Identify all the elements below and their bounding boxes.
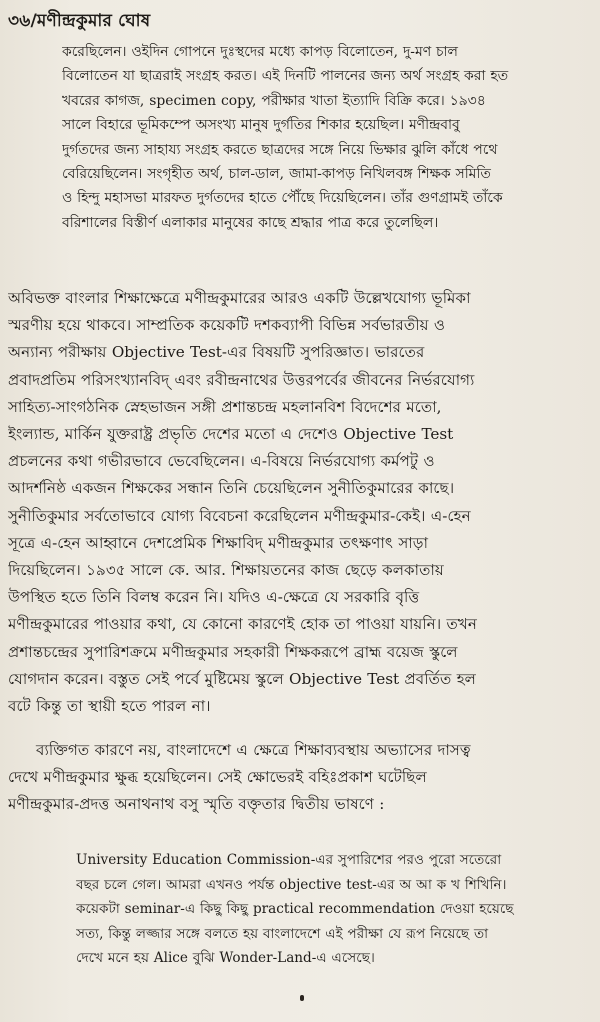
paragraph-3: [8, 737, 594, 819]
quote-line: বছর চলে গেল। আমরা এখনও পর্যন্ত objective test-এর অ আ ক খ শিখিনি।: [76, 876, 507, 893]
ink-mark: [300, 995, 304, 1001]
paragraph-line: বরিশালের বিস্তীর্ণ এলাকার মানুষের কাছে শ্রদ্ধার পাত্র করে তুলেছিল।: [62, 214, 439, 231]
paragraph-line: বটে কিন্তু তা স্থায়ী হতে পারল না।: [8, 697, 211, 716]
quote-line: দেখে মনে হয় Alice বুঝি Wonder-Land-এ এসেছে।: [76, 950, 375, 967]
paragraph-2: [8, 285, 594, 720]
quote-line: সত্য, কিন্তু লজ্জার সঙ্গে বলতে হয় বাংলাদেশে এই পরীক্ষা যে রূপ নিয়েছে তা: [76, 925, 489, 942]
paragraph-line: প্রচলনের কথা গভীরভাবে ভেবেছিলেন। এ-বিষয়ে নির্ভরযোগ্য কর্মপটু ও: [8, 452, 435, 471]
paragraph-line: ব্যক্তিগত কারণে নয়, বাংলাদেশে এ ক্ষেত্রে শিক্ষাব্যবস্থায় অভ্যাসের দাসত্ব: [36, 741, 471, 759]
paragraph-line: যোগদান করেন। বস্তুত সেই পর্বে মুষ্টিমেয় স্কুলে Objective Test প্রবর্তিত হল: [8, 669, 476, 688]
quote-line: কয়েকটা seminar-এ কিছু কিছু practical recommendation দেওয়া হয়েছে: [76, 901, 514, 918]
paragraph-line: সাহিত্য-সাংগঠনিক স্নেহভাজন সঙ্গী প্রশান্তচন্দ্র মহলানবিশ বিদেশের মতো,: [8, 397, 442, 416]
paragraph-line: প্রবাদপ্রতিম পরিসংখ্যানবিদ্ এবং রবীন্দ্রনাথের উত্তরপর্বের জীবনের নির্ভরযোগ্য: [8, 370, 475, 389]
paragraph-line: উপস্থিত হতে তিনি বিলম্ব করেন নি। যদিও এ-ক্ষেত্রে যে সরকারি বৃত্তি: [8, 588, 420, 607]
paragraph-line: আদর্শনিষ্ঠ একজন শিক্ষকের সন্ধান তিনি চেয়েছিলেন সুনীতিকুমারের কাছে।: [8, 479, 455, 498]
paragraph-line: ও হিন্দু মহাসভা মারফত দুর্গতদের হাতে পৌঁছে দিয়েছিলেন। তাঁর গুণগ্রামই তাঁকে: [62, 190, 503, 207]
paragraph-line: বেরিয়েছিলেন। সংগৃহীত অর্থ, চাল-ডাল, জামা-কাপড় নিখিলবঙ্গ শিক্ষক সমিতি: [62, 166, 491, 183]
paragraph-1: [62, 40, 588, 235]
paragraph-line: প্রশান্তচন্দ্রের সুপারিশক্রমে মণীন্দ্রকুমার সহকারী শিক্ষকরূপে ব্রাহ্ম বয়েজ স্কুলে: [8, 642, 458, 661]
paragraph-line: দুর্গতদের জন্য সাহায্য সংগ্রহ করতে ছাত্রদের সঙ্গে নিয়ে ভিক্ষার ঝুলি কাঁধে পথে: [62, 141, 498, 158]
paragraph-line: বিলোতেন যা ছাত্ররাই সংগ্রহ করত। এই দিনটি পালনের জন্য অর্থ সংগ্রহ করা হত: [62, 68, 509, 85]
paragraph-line: করেছিলেন। ওইদিন গোপনে দুঃস্থদের মধ্যে কাপড় বিলোতেন, দু-মণ চাল: [62, 44, 458, 60]
quote-line: University Education Commission-এর সুপারিশের পরও পুরো সতেরো: [76, 852, 502, 868]
paragraph-line: সালে বিহারে ভূমিকম্পে অসংখ্য মানুষ দুর্গতির শিকার হয়েছিল। মণীন্দ্রবাবু: [62, 117, 460, 134]
paragraph-line: সূত্রে এ-হেন আহ্বানে দেশপ্রেমিক শিক্ষাবিদ্ মণীন্দ্রকুমার তৎক্ষণাৎ সাড়া: [8, 533, 428, 552]
paragraph-line: মণীন্দ্রকুমারের পাওয়ার কথা, যে কোনো কারণেই হোক তা পাওয়া যায়নি। তখন: [8, 615, 477, 634]
paragraph-line: স্মরণীয় হয়ে থাকবে। সাম্প্রতিক কয়েকটি দশকব্যাপী বিভিন্ন সর্বভারতীয় ও: [8, 316, 446, 335]
paragraph-line: দিয়েছিলেন। ১৯৩৫ সালে কে. আর. শিক্ষায়তনের কাজ ছেড়ে কলকাতায়: [8, 561, 444, 580]
page-header: ৩৬/মণীন্দ্রকুমার ঘোষ: [8, 11, 151, 31]
paragraph-line: অন্যান্য পরীক্ষায় Objective Test-এর বিষয়টি সুপরিজ্ঞাত। ভারতের: [8, 343, 425, 362]
paragraph-line: খবরের কাগজ, specimen copy, পরীক্ষার খাতা ইত্যাদি বিক্রি করে। ১৯৩৪: [62, 92, 486, 109]
paragraph-line: ইংল্যান্ড, মার্কিন যুক্তরাষ্ট্র প্রভৃতি দেশের মতো এ দেশেও Objective Test: [8, 425, 454, 444]
paragraph-line: মণীন্দ্রকুমার-প্রদত্ত অনাথনাথ বসু স্মৃতি বক্তৃতার দ্বিতীয় ভাষণে :: [8, 795, 385, 814]
paragraph-line: দেখে মণীন্দ্রকুমার ক্ষুব্ধ হয়েছিলেন। সেই ক্ষোভেরই বহিঃপ্রকাশ ঘটেছিল: [8, 768, 427, 787]
block-quote: [76, 848, 592, 971]
paragraph-line: সুনীতিকুমার সর্বতোভাবে যোগ্য বিবেচনা করেছিলেন মণীন্দ্রকুমার-কেই। এ-হেন: [8, 506, 471, 525]
paragraph-line: অবিভক্ত বাংলার শিক্ষাক্ষেত্রে মণীন্দ্রকুমারের আরও একটি উল্লেখযোগ্য ভূমিকা: [8, 289, 471, 307]
